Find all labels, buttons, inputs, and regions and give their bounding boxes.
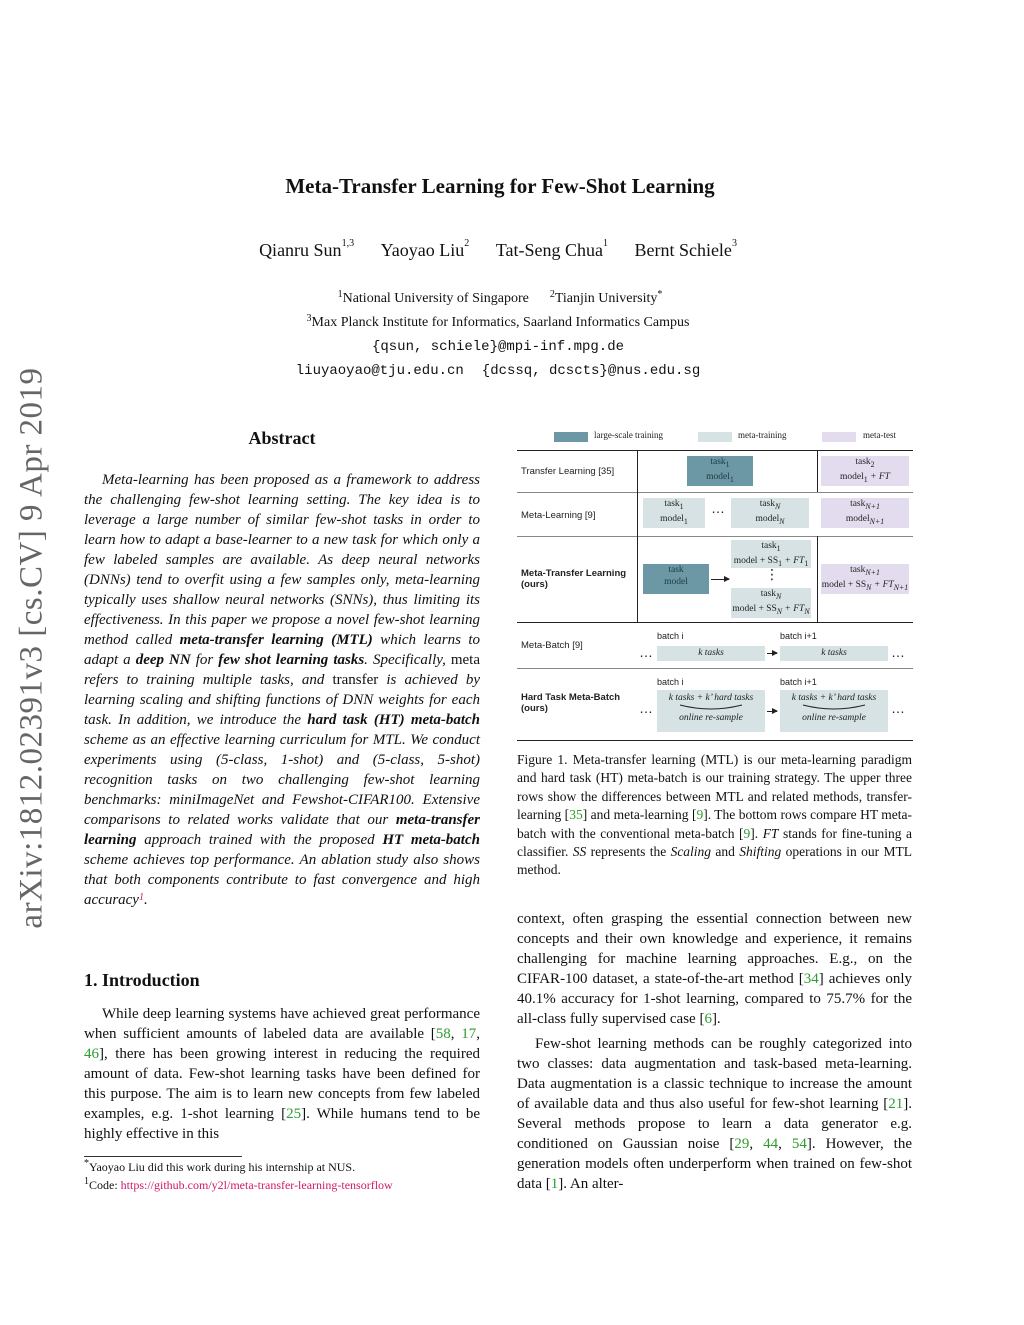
affil-mark: 2 [549,289,555,300]
row-label-meta-batch: Meta-Batch [9] [521,640,583,651]
affiliation-line-2 [0,315,996,331]
rule [517,622,913,623]
paper-title: Meta-Transfer Learning for Few-Shot Learning [285,174,715,198]
citation-link[interactable]: 29 [734,1136,750,1152]
arrow-icon [767,711,777,712]
author [259,240,354,260]
row-label-ht-meta-batch: Hard Task Meta-Batch (ours) [521,692,621,714]
vertical-ellipsis: ⋮ [765,566,779,582]
arrow-icon [767,653,777,654]
right-column-body [517,909,912,1194]
author [634,240,736,260]
author-affil-mark: 3 [731,238,737,249]
citation-link[interactable]: 34 [803,971,819,987]
footnote-mark: * [657,289,663,300]
legend-label: meta-test [863,430,896,440]
ellipsis: … [891,700,905,716]
citation-link[interactable]: 58 [435,1026,451,1042]
figure-1-caption: Figure 1. Meta-transfer learning (MTL) is our meta-learning paradigm and hard task (HT) meta-batch is our training strategy. The upper three rows show the differences between MTL and related methods, transfer-learning [35] and meta-learning [9]. The bottom rows compare HT meta-batch with the conventional meta-batch [9]. FT stands for fine-tuning a classifier. SS represents the Scaling and Shifting operations in our MTL method. [517,752,913,878]
abstract-heading: Abstract [248,428,316,448]
row-label-mtl: Meta-Transfer Learning (ours) [521,568,627,590]
box-meta-training: task$_N$ model$_N$ [731,498,809,528]
citation-link[interactable]: 1 [550,1176,559,1192]
email-line-1: {qsun, schiele}@mpi-inf.mpg.de [371,339,625,355]
author-name: Tat-Seng Chua [495,240,603,260]
author-affil-mark: 1 [602,238,608,249]
email: {dcssq, dcscts}@nus.edu.sg [481,363,701,379]
footnote-2: $^1$Code: https://github.com/y2l/meta-transfer-learning-tensorflow [84,1176,393,1192]
intro-paragraph: While deep learning systems have achieved great performance when sufficient amounts of labeled data are available [58, 17, 46], there has been growing interest in reducing the required amount of data. Few-shot learning tasks have been defined for this purpose. The aim is to learn new concepts from few labeled examples, e.g. 1-shot learning [25]. While humans tend to be highly effective in this [84,1006,481,1142]
box-meta-test: task$_{N+1}$ model$_{N+1}$ [821,498,909,528]
rule [517,492,913,493]
author [496,240,608,260]
ellipsis: … [711,500,725,516]
row-label-meta-learning: Meta-Learning [9] [521,510,596,521]
rule [517,740,913,741]
legend-label: meta-training [738,430,787,440]
legend-swatch-meta-test [822,432,856,442]
citation-link[interactable]: 44 [763,1136,779,1152]
arxiv-id: arXiv:1812.02391v3 [cs.CV] 9 Apr 2019 [13,366,50,929]
affiliation: National University of Singapore [342,291,529,306]
citation-link[interactable]: 21 [888,1096,904,1112]
author-name: Qianru Sun [259,240,342,260]
resample-curve-icon [676,704,746,712]
citation-link[interactable]: 35 [569,807,583,823]
citation-link[interactable]: 17 [461,1026,477,1042]
code-link[interactable]: https://github.com/y2l/meta-transfer-learning-tensorflow [120,1178,393,1192]
rule [517,450,913,451]
box-k-tasks: k tasks [780,646,888,661]
email-line-2 [0,363,996,379]
citation-link[interactable]: 46 [84,1046,99,1062]
paragraph: context, often grasping the essential connection between new concepts and their own knowledge and experience, it remains challenging for machine learning approaches. E.g., on the CIFAR-100 dataset, a state-of-the-art method [34] achieves only 40.1% accuracy for 1-shot learning, compared to 75.7% for the all-class fully supervised case [6]. [517,911,912,1027]
arrow-icon [711,579,729,580]
batch-label: batch i [657,677,684,687]
affil-mark: 3 [306,313,312,324]
rule [517,536,913,537]
legend-swatch-meta-training [698,432,732,442]
ellipsis: … [891,644,905,660]
ellipsis: … [639,700,653,716]
citation-link[interactable]: 6 [704,1011,712,1027]
section-heading-introduction: 1. Introduction [84,970,200,990]
author-name: Bernt Schiele [634,240,732,260]
citation-link[interactable]: 9 [743,825,751,841]
column-divider [817,450,818,492]
box-meta-training: task$_N$ model + $SS_N + FT_N$ [731,588,811,618]
box-meta-test: task$_2$ model$_1$ + FT [821,456,909,486]
column-divider [817,536,818,622]
affiliation: Tianjin University [554,291,658,306]
affiliation: Max Planck Institute for Informatics, Saarland Informatics Campus [311,315,690,330]
box-k-tasks: k tasks [657,646,765,661]
author-affil-mark: 2 [464,238,470,249]
affiliation-line-1 [0,291,1000,307]
author-affil-mark: 1,3 [341,238,355,249]
arxiv-sidebar-stamp [12,360,52,935]
ellipsis: … [639,644,653,660]
citation-link[interactable]: 54 [791,1136,807,1152]
batch-label: batch i+1 [780,631,817,641]
resample-curve-icon [799,704,869,712]
box-large-scale: task$_1$ model$_1$ [687,456,753,486]
rule [517,668,913,669]
author-name: Yaoyao Liu [380,240,465,260]
box-hard-tasks: k tasks + k’ hard tasks online re-sample [780,690,888,732]
batch-label: batch i [657,631,684,641]
affil-mark: 1 [337,289,343,300]
box-meta-test: task$_{N+1}$ model + $SS_N + FT_{N+1}$ [821,564,909,594]
footnote-1: *Yaoyao Liu did this work during his internship at NUS. [84,1158,356,1174]
paragraph: Few-shot learning methods can be roughly categorized into two classes: data augmentation and task-based meta-learning. Data augmentation is a classic technique to increase the amount of available data and thus also useful for few-shot learning [21]. Several methods propose to learn a data generator e.g. conditioned on Gaussian noise [29, 44, 54]. However, the generation models often underperform when trained on few-shot data [1]. An alter- [517,1036,913,1192]
box-meta-training: task$_1$ model + $SS_1 + FT_1$ [731,540,811,568]
box-hard-tasks: k tasks + k’ hard tasks online re-sample [657,690,765,732]
legend-label: large-scale training [594,430,664,440]
legend-swatch-large-scale [554,432,588,442]
author-list [0,240,996,261]
author [381,240,470,260]
footnote-rule [84,1156,242,1157]
footnote-ref[interactable]: 1 [138,892,144,903]
citation-link[interactable]: 9 [696,807,704,823]
box-large-scale: task model [643,564,709,594]
row-label-transfer-learning: Transfer Learning [35] [521,466,615,477]
column-divider [637,450,638,622]
citation-link[interactable]: 25 [286,1106,302,1122]
batch-label: batch i+1 [780,677,817,687]
email: liuyaoyao@tju.edu.cn [295,363,464,379]
figure-1-diagram [517,424,913,740]
abstract-body: Meta-learning has been proposed as a framework to address the challenging few-shot learning setting. The key idea is to leverage a large number of similar few-shot tasks in order to learn how to adapt a base-learner to a new task for which only a few labeled samples are available. As deep neural networks (DNNs) tend to overfit using a few samples only, meta-learning typically uses shallow neural networks (SNNs), thus limiting its effectiveness. In this paper we propose a novel few-shot learning method called meta-transfer learning (MTL) which learns to adapt a deep NN for few shot learning tasks. Specifically, meta refers to training multiple tasks, and transfer is achieved by learning scaling and shifting functions of DNN weights for each task. In addition, we introduce the hard task (HT) meta-batch scheme as an effective learning curriculum for MTL. We conduct experiments using (5-class, 1-shot) and (5-class, 5-shot) recognition tasks on two challenging few-shot learning benchmarks: miniImageNet and Fewshot-CIFAR100. Extensive comparisons to related works validate that our meta-transfer learning approach trained with the proposed HT meta-batch scheme achieves top performance. An ablation study also shows that both components contribute to fast convergence and high accuracy$^1$. [84,472,480,908]
box-meta-training: task$_1$ model$_1$ [643,498,705,528]
